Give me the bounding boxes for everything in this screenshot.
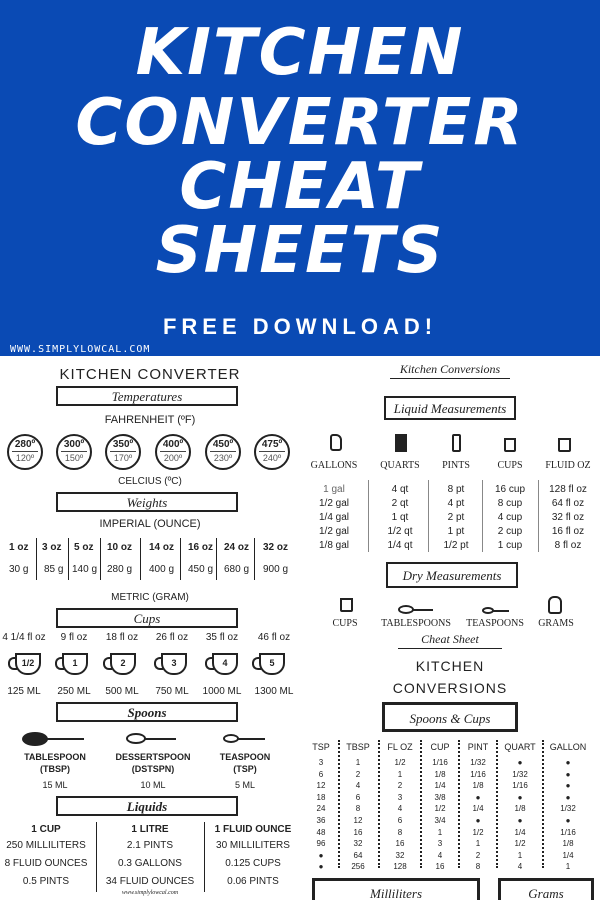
table-cell: 2 — [475, 850, 481, 860]
table-cell: 2 — [397, 781, 403, 791]
spoons-cups-header: Spoons & Cups — [382, 702, 518, 732]
table-cell: ● — [517, 816, 523, 825]
table-cell: 3/8 — [434, 792, 446, 802]
measuring-cup-icon — [504, 438, 516, 452]
tablespoon-icon — [398, 605, 414, 614]
cup-icon: 3 — [161, 653, 187, 675]
table-cell: 1 — [397, 769, 403, 779]
table-cell: 6 — [355, 792, 361, 802]
cheat-sheet-label: Cheat Sheet — [421, 632, 479, 646]
table-cell: 1/32 — [560, 804, 576, 814]
table-cell: 1/8 — [434, 769, 446, 779]
hero-title-line-1: KITCHEN — [135, 16, 465, 90]
metric-label: METRIC (GRAM) — [111, 592, 189, 603]
cup-icon: 1/2 — [15, 653, 41, 675]
table-cell: ● — [318, 850, 324, 860]
table-cell: 32 — [395, 850, 405, 860]
table-cell: 8 — [355, 804, 361, 814]
table-cell: 18 — [316, 792, 326, 802]
table-cell: 1/2 — [472, 827, 484, 837]
temp-badge: 450º 230º — [205, 434, 241, 470]
hero-title-line-2: CONVERTER — [75, 86, 525, 160]
table-cell: 16 — [435, 862, 445, 872]
pint-bottle-icon — [452, 434, 461, 452]
grams-bag-icon — [548, 596, 562, 614]
table-cell: 128 — [393, 862, 407, 872]
table-cell: 24 — [316, 804, 326, 814]
table-cell: 1/8 — [514, 804, 526, 814]
table-cell: 1/4 — [434, 781, 446, 791]
footer-site: www.simplylowcal.com — [121, 890, 179, 896]
liquid-measurements-header: Liquid Measurements — [384, 396, 516, 420]
table-cell: ● — [565, 781, 571, 791]
table-cell: 1/16 — [512, 781, 528, 791]
table-cell: 1 — [517, 850, 523, 860]
table-cell: 16 — [395, 839, 405, 849]
kitchen-heading: KITCHEN — [415, 658, 485, 674]
table-cell: 1/16 — [432, 758, 448, 767]
hero-title-line-4: SHEETS — [155, 214, 445, 288]
sheet-title: KITCHEN CONVERTER — [59, 366, 241, 383]
table-cell: 36 — [316, 816, 326, 825]
table-cell: 1/16 — [560, 827, 576, 837]
table-cell: 1 — [565, 862, 571, 872]
table-cell: 4 — [437, 850, 443, 860]
table-cell: ● — [475, 792, 481, 802]
table-cell: 1/16 — [470, 769, 486, 779]
table-cell: 6 — [318, 769, 324, 779]
temp-badge: 300º 150º — [56, 434, 92, 470]
gallon-jug-icon — [330, 434, 342, 451]
table-cell: 1/32 — [470, 758, 486, 767]
table-cell: 1/8 — [562, 839, 574, 849]
right-title: Kitchen Conversions — [399, 362, 501, 376]
tablespoon-icon — [22, 732, 48, 746]
cup-icon: 4 — [212, 653, 238, 675]
table-cell: ● — [565, 769, 571, 779]
kitchen-converter-sheet: KITCHEN CONVERTER Temperatures FAHRENHEIT (ºF) 280º 120º 300º 150º 350º 170º 400º 200º 450º 230º 475º 240º CELCIUS (ºC) Weights IMPERIAL (OUNCE) 1 oz 30 g 3 oz 85 g 5 oz 140 g 10 oz 280 g 14 oz 400 g 16 oz 450 g 24 oz 680 g 32 oz 900 g METRIC (GRAM) Cups 4 1/4 fl oz 9 fl oz 18 fl oz 26 fl oz 35 fl oz 46 fl oz 1/2 1 2 3 4 5 125 ML 250 ML 500 ML 750 ML 1000 ML 1300 ML Spoons TABLESPOON (TBSP) 15 ML DESSERTSPOON (DSTSPN) 10 ML TEASPOON (TSP) 5 ML Liquids 1 CUP 250 MILLILITERS 8 FLUID OUNCES 0.5 PINTS 1 LITRE 2.1 PINTS 0.3 GALLONS 34 FLUID OUNCES 1 FLUID OUNCE 30 MILLILITERS 0.125 CUPS 0.06 PINTS www.simplylowcal.com — [0, 356, 300, 900]
celcius-label: CELCIUS (ºC) — [118, 476, 182, 487]
table-cell: 3/4 — [434, 816, 446, 825]
table-cell: 1/32 — [512, 769, 528, 779]
table-cell: 1/2 — [514, 839, 526, 849]
temp-badge: 280º 120º — [7, 434, 43, 470]
cup-icon: 2 — [110, 653, 136, 675]
table-cell: 1/2 — [394, 758, 406, 767]
table-cell: 4 — [517, 862, 523, 872]
table-cell: 1 — [475, 839, 481, 849]
table-cell: 1/4 — [562, 850, 574, 860]
table-cell: 3 — [318, 758, 324, 767]
quart-carton-icon — [395, 434, 407, 452]
table-cell: 12 — [353, 816, 363, 825]
table-cell: 3 — [397, 792, 403, 802]
fluid-oz-cup-icon — [558, 438, 571, 452]
temp-badge: 400º 200º — [155, 434, 191, 470]
site-url: WWW.SIMPLYLOWCAL.COM — [10, 344, 151, 355]
table-cell: 8 — [475, 862, 481, 872]
table-cell: ● — [565, 758, 571, 767]
temp-badge: 350º 170º — [105, 434, 141, 470]
temp-badge: 475º 240º — [254, 434, 290, 470]
table-cell: ● — [565, 816, 571, 825]
table-cell: 1/8 — [472, 781, 484, 791]
cup-icon: 1 — [62, 653, 88, 675]
temperatures-header: Temperatures — [56, 386, 238, 406]
table-cell: 1/4 — [514, 827, 526, 837]
conversions-heading: CONVERSIONS — [392, 680, 508, 696]
table-cell: 1 — [355, 758, 361, 767]
table-cell: 2 — [355, 769, 361, 779]
table-cell: ● — [475, 816, 481, 825]
table-cell: 4 — [355, 781, 361, 791]
dessertspoon-icon — [126, 733, 146, 744]
hero-title-line-3: CHEAT — [179, 150, 421, 224]
table-cell: 12 — [316, 781, 326, 791]
weights-header: Weights — [56, 492, 238, 512]
table-cell: 256 — [351, 862, 365, 872]
table-cell: 3 — [437, 839, 443, 849]
table-cell: 6 — [397, 816, 403, 825]
liquids-header: Liquids — [56, 796, 238, 816]
dry-measurements-header: Dry Measurements — [386, 562, 518, 588]
table-cell: 96 — [316, 839, 326, 849]
table-cell: ● — [565, 792, 571, 802]
table-cell: 64 — [353, 850, 363, 860]
table-cell: 1 — [437, 827, 443, 837]
table-cell: 1/2 — [434, 804, 446, 814]
grams-header: Grams — [498, 878, 594, 900]
table-cell: ● — [517, 792, 523, 802]
dry-cup-icon — [340, 598, 353, 612]
fahrenheit-label: FAHRENHEIT (ºF) — [104, 414, 196, 426]
table-cell: 32 — [353, 839, 363, 849]
cup-icon: 5 — [259, 653, 285, 675]
table-cell: ● — [318, 862, 324, 872]
spoons-header: Spoons — [56, 702, 238, 722]
imperial-label: IMPERIAL (OUNCE) — [99, 518, 201, 530]
table-cell: ● — [517, 758, 523, 767]
table-cell: 4 — [397, 804, 403, 814]
hero-banner — [0, 0, 600, 356]
table-cell: 16 — [353, 827, 363, 837]
table-cell: 1/4 — [472, 804, 484, 814]
table-cell: 48 — [316, 827, 326, 837]
kitchen-conversions-sheet: Kitchen Conversions Liquid Measurements GALLONS QUARTS PINTS CUPS FLUID OZ 1 gal 4 qt 8 pt 16 cup 128 fl oz 1/2 gal 2 qt 4 pt 8 cup 64 fl oz 1/4 gal 1 qt 2 pt 4 cup 32 fl oz 1/2 gal 1/2 qt 1 pt 2 cup 16 fl oz 1/8 gal 1/4 qt 1/2 pt 1 cup 8 fl oz Dry Measurements CUPS TABLESPOONS TEASPOONS GRAMS Cheat Sheet KITCHEN CONVERSIONS Spoons & Cups TSP TBSP FL OZ CUP PINT QUART GALLON 3 1 1/2 1/16 1/32 ● ● 6 2 1 1/8 1/16 1/32 ● 12 4 2 1/4 1/8 1/16 ● 18 6 3 3/8 ● ● ● 24 8 4 1/2 1/4 1/8 1/32 36 12 6 3/4 ● ● ● 48 16 8 1 1/2 1/4 1/16 96 32 16 3 1 1/2 1/8 ● 64 32 4 2 1 1/4 ● 256 128 16 8 4 1 Milliliters Grams — [300, 356, 600, 900]
cups-header: Cups — [56, 608, 238, 628]
hero-subtitle[interactable]: FREE DOWNLOAD! — [162, 314, 438, 339]
milliliters-header: Milliliters — [312, 878, 480, 900]
table-cell: 8 — [397, 827, 403, 837]
